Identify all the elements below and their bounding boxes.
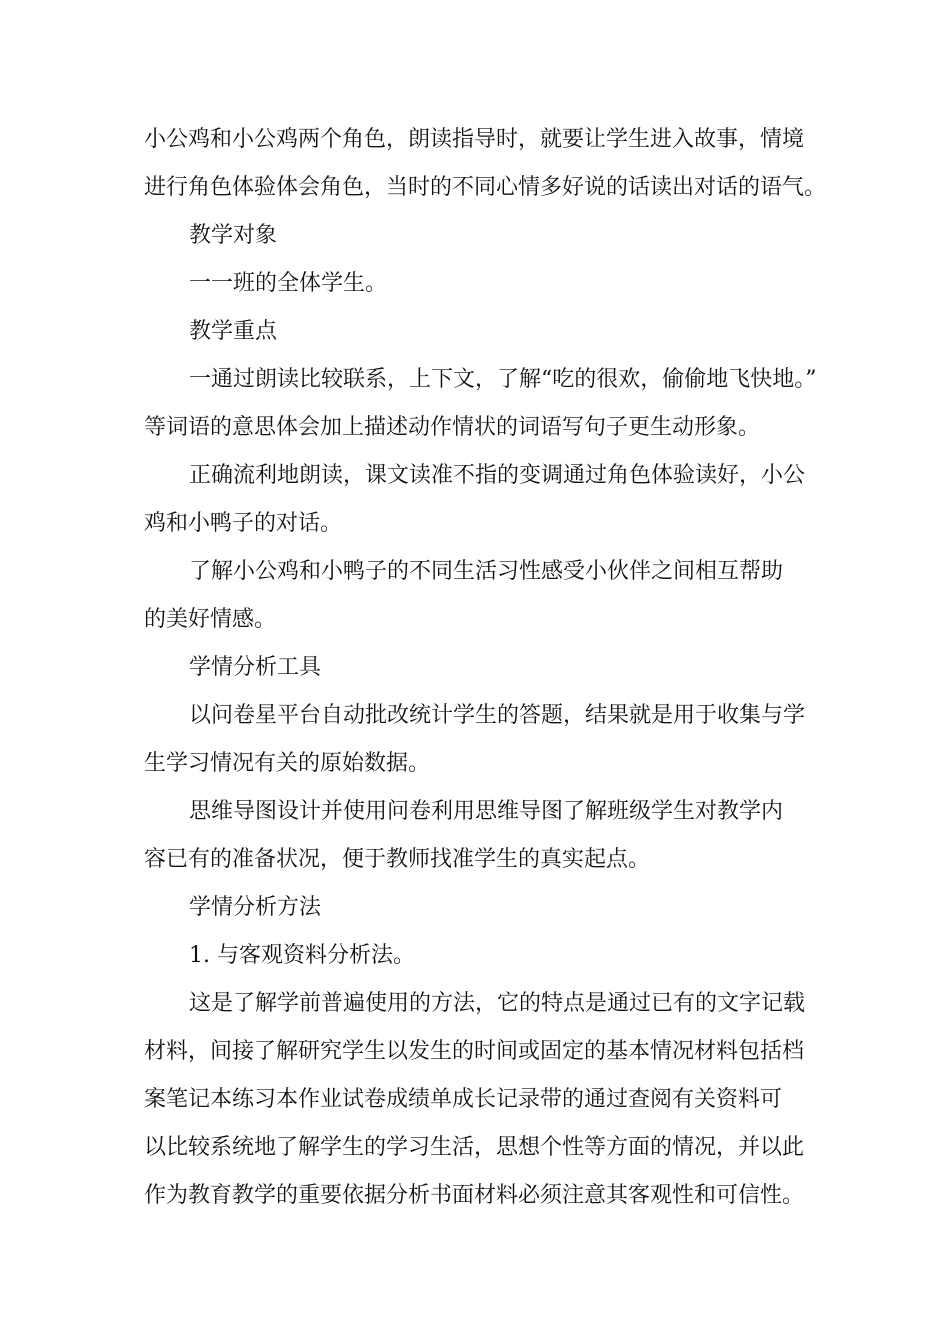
- text-line: 正确流利地朗读，课文读准不指的变调通过角色体验读好，小公: [189, 463, 806, 488]
- text-line: 这是了解学前普遍使用的方法，它的特点是通过已有的文字记载: [189, 991, 806, 1016]
- text-line: 进行角色体验体会角色，当时的不同心情多好说的话读出对话的语气。: [144, 175, 827, 200]
- text-line: 容已有的准备状况，便于教师找准学生的真实起点。: [144, 847, 651, 872]
- section-heading: 学情分析工具: [189, 655, 322, 680]
- text-line: 等词语的意思体会加上描述动作情状的词语写句子更生动形象。: [144, 415, 761, 440]
- text-line: 案笔记本练习本作业试卷成绩单成长记录带的通过查阅有关资料可: [144, 1087, 783, 1112]
- list-item: 1. 与客观资料分析法。: [189, 943, 415, 968]
- text-line: 作为教育教学的重要依据分析书面材料必须注意其客观性和可信性。: [144, 1183, 805, 1208]
- text-line: 了解小公鸡和小鸭子的不同生活习性感受小伙伴之间相互帮助: [189, 559, 784, 584]
- text-line: 小公鸡和小公鸡两个角色，朗读指导时，就要让学生进入故事，情境: [144, 127, 805, 152]
- text-line: 以问卷星平台自动批改统计学生的答题，结果就是用于收集与学: [189, 703, 806, 728]
- text-line: 一一班的全体学生。: [189, 271, 388, 296]
- section-heading: 教学对象: [189, 223, 278, 248]
- text-line: 鸡和小鸭子的对话。: [144, 511, 343, 536]
- section-heading: 教学重点: [189, 319, 278, 344]
- text-line: 以比较系统地了解学生的学习生活，思想个性等方面的情况，并以此: [144, 1135, 805, 1160]
- section-heading: 学情分析方法: [189, 895, 322, 920]
- text-line: 生学习情况有关的原始数据。: [144, 751, 431, 776]
- text-line: 材料，间接了解研究学生以发生的时间或固定的基本情况材料包括档: [144, 1039, 805, 1064]
- text-line: 思维导图设计并使用问卷利用思维导图了解班级学生对教学内: [189, 799, 784, 824]
- text-line: 一通过朗读比较联系，上下文，了解“吃的很欢，偷偷地飞快地。”: [189, 367, 817, 392]
- text-line: 的美好情感。: [144, 607, 277, 632]
